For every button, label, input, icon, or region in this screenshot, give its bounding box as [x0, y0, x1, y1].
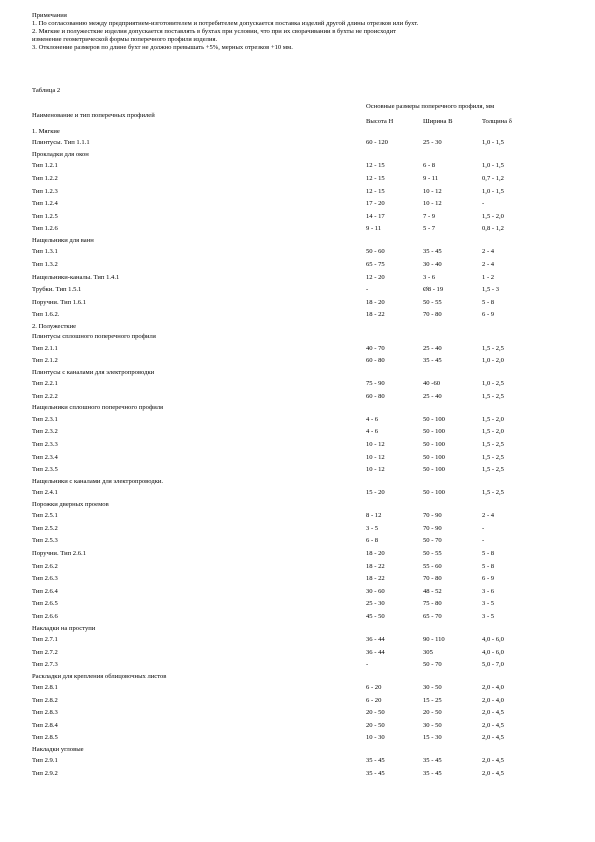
thickness-cell: 1,0 - 1,5: [482, 187, 504, 195]
row-name-cell: Тип 1.6.2.: [32, 311, 60, 319]
width-cell: 65 - 70: [423, 612, 442, 620]
height-cell: 12 - 15: [366, 162, 385, 170]
width-cell: 70 - 80: [423, 575, 442, 583]
table-row: [32, 378, 572, 391]
width-cell: 25 - 30: [423, 139, 442, 147]
height-cell: 20 - 50: [366, 721, 385, 729]
row-name-cell: Поручни. Тип 2.6.1: [32, 549, 86, 557]
row-name-cell: Тип 2.3.4: [32, 453, 58, 461]
table-row: [32, 634, 572, 647]
height-cell: 50 - 60: [366, 248, 385, 256]
thickness-cell: 0,7 - 1,2: [482, 174, 504, 182]
row-name-cell: Тип 2.6.5: [32, 600, 58, 608]
height-cell: 18 - 22: [366, 311, 385, 319]
row-name-cell: Тип 2.6.4: [32, 587, 58, 595]
section-heading-row: [32, 403, 572, 413]
height-cell: 12 - 20: [366, 273, 385, 281]
section-heading-row: [32, 745, 572, 755]
height-cell: 36 - 44: [366, 648, 385, 656]
thickness-cell: 1,0 - 2,5: [482, 380, 504, 388]
height-cell: 20 - 50: [366, 709, 385, 717]
thickness-cell: 4,0 - 6,0: [482, 648, 504, 656]
width-cell: 50 - 100: [423, 466, 445, 474]
height-cell: 60 - 120: [366, 139, 388, 147]
width-cell: 20 - 50: [423, 709, 442, 717]
section-heading-row: [32, 322, 572, 332]
height-cell: 10 - 12: [366, 453, 385, 461]
table-row: [32, 211, 572, 224]
table-row: [32, 573, 572, 586]
row-name-cell: Тип 2.7.1: [32, 635, 58, 643]
width-cell: 50 - 70: [423, 537, 442, 545]
table-row: [32, 523, 572, 536]
width-cell: 305: [423, 648, 433, 656]
thickness-cell: 6 - 9: [482, 311, 495, 319]
width-cell: 9 - 11: [423, 174, 439, 182]
note-line: 3. Отклонение размеров по длине бухт не должно превышать +5%, мерных отрезков +10 мм.: [32, 44, 293, 51]
table-row: [32, 598, 572, 611]
row-name-cell: Накладки угловые: [32, 746, 84, 754]
height-cell: 10 - 12: [366, 466, 385, 474]
row-name-cell: Тип 2.1.1: [32, 344, 58, 352]
table-row: [32, 464, 572, 477]
section-heading-row: [32, 624, 572, 634]
width-cell: 48 - 52: [423, 587, 442, 595]
header-height: Высота Н: [366, 118, 394, 125]
header-main-dimensions: Основные размеры поперечного профиля, мм: [366, 103, 495, 110]
section-heading-row: [32, 672, 572, 682]
width-cell: 25 - 40: [423, 344, 442, 352]
thickness-cell: 3 - 6: [482, 587, 495, 595]
row-name-cell: Тип 2.3.1: [32, 415, 58, 423]
thickness-cell: 1,5 - 2,5: [482, 344, 504, 352]
thickness-cell: 2,0 - 4,5: [482, 721, 504, 729]
width-cell: 50 - 100: [423, 428, 445, 436]
table-row: [32, 284, 572, 297]
notes-title: Примечания: [32, 12, 67, 19]
table-row: [32, 186, 572, 199]
table-row: [32, 755, 572, 768]
thickness-cell: 1,0 - 1,5: [482, 139, 504, 147]
note-line: изменение геометрической формы поперечного профиля изделия.: [32, 36, 218, 43]
row-name-cell: Тип 1.2.6: [32, 225, 58, 233]
width-cell: 30 - 50: [423, 721, 442, 729]
row-name-cell: Тип 2.6.2: [32, 562, 58, 570]
height-cell: 36 - 44: [366, 635, 385, 643]
section-heading-row: [32, 477, 572, 487]
height-cell: 60 - 80: [366, 392, 385, 400]
width-cell: 50 - 100: [423, 453, 445, 461]
width-cell: 30 - 50: [423, 684, 442, 692]
height-cell: 8 - 12: [366, 512, 382, 520]
section-heading-row: [32, 150, 572, 160]
height-cell: 14 - 17: [366, 212, 385, 220]
thickness-cell: 2 - 4: [482, 512, 495, 520]
thickness-cell: 6 - 9: [482, 575, 495, 583]
thickness-cell: 3 - 5: [482, 612, 495, 620]
thickness-cell: 2,0 - 4,5: [482, 770, 504, 778]
row-name-cell: Тип 2.3.2: [32, 428, 58, 436]
width-cell: 5 - 7: [423, 225, 436, 233]
row-name-cell: Тип 2.4.1: [32, 489, 58, 497]
width-cell: 25 - 40: [423, 392, 442, 400]
table-row: [32, 535, 572, 548]
row-name-cell: Тип 2.6.6: [32, 612, 58, 620]
thickness-cell: 2,0 - 4,5: [482, 757, 504, 765]
row-name-cell: Поручни. Тип 1.6.1: [32, 298, 86, 306]
row-name-cell: Тип 1.2.3: [32, 187, 58, 195]
table-row: [32, 173, 572, 186]
height-cell: -: [366, 661, 369, 669]
width-cell: 30 - 40: [423, 260, 442, 268]
thickness-cell: 1,5 - 2,0: [482, 212, 504, 220]
height-cell: 12 - 15: [366, 174, 385, 182]
table-row: [32, 707, 572, 720]
table-row: [32, 309, 572, 322]
table-row: [32, 343, 572, 356]
height-cell: 3 - 5: [366, 524, 379, 532]
row-name-cell: Тип 2.9.1: [32, 757, 58, 765]
row-name-cell: Плинтусы с каналами для электропроводки: [32, 368, 155, 376]
table-row: [32, 586, 572, 599]
height-cell: 30 - 60: [366, 587, 385, 595]
width-cell: 35 - 45: [423, 757, 442, 765]
row-name-cell: Плинтусы сплошного поперечного профиля: [32, 333, 156, 341]
thickness-cell: 1,5 - 2,5: [482, 453, 504, 461]
height-cell: 6 - 20: [366, 684, 382, 692]
thickness-cell: 1,0 - 2,0: [482, 357, 504, 365]
width-cell: Ø8 - 19: [423, 286, 444, 294]
row-name-cell: Тип 2.8.1: [32, 684, 58, 692]
row-name-cell: Тип 1.2.2: [32, 174, 58, 182]
row-name-cell: Тип 2.5.1: [32, 512, 58, 520]
thickness-cell: 5 - 8: [482, 298, 495, 306]
row-name-cell: Тип 2.6.3: [32, 575, 58, 583]
height-cell: 4 - 6: [366, 415, 379, 423]
width-cell: 10 - 12: [423, 200, 442, 208]
width-cell: 70 - 90: [423, 524, 442, 532]
width-cell: 50 - 55: [423, 549, 442, 557]
table-row: [32, 659, 572, 672]
width-cell: 35 - 45: [423, 770, 442, 778]
row-name-cell: 1. Мягкие: [32, 128, 60, 135]
header-name: Наименование и тип поперечных профилей: [32, 112, 155, 119]
row-name-cell: Нащельники с каналами для электропроводки.: [32, 477, 164, 485]
table-row: [32, 452, 572, 465]
table-row: [32, 355, 572, 368]
table-row: [32, 732, 572, 745]
width-cell: 55 - 60: [423, 562, 442, 570]
height-cell: 35 - 45: [366, 757, 385, 765]
width-cell: 50 - 55: [423, 298, 442, 306]
width-cell: 35 - 45: [423, 248, 442, 256]
table-row: [32, 246, 572, 259]
height-cell: 18 - 20: [366, 549, 385, 557]
height-cell: 25 - 30: [366, 600, 385, 608]
thickness-cell: 1,5 - 2,5: [482, 441, 504, 449]
row-name-cell: Раскладки для крепления облицовочных листов: [32, 672, 167, 680]
row-name-cell: Тип 2.9.2: [32, 770, 58, 778]
height-cell: 45 - 50: [366, 612, 385, 620]
row-name-cell: Тип 2.5.2: [32, 524, 58, 532]
thickness-cell: 2,0 - 4,5: [482, 734, 504, 742]
row-name-cell: Тип 2.2.2: [32, 392, 58, 400]
table-row: [32, 682, 572, 695]
row-name-cell: Тип 2.2.1: [32, 380, 58, 388]
table-row: [32, 487, 572, 500]
height-cell: 18 - 22: [366, 575, 385, 583]
thickness-cell: 0,8 - 1,2: [482, 225, 504, 233]
thickness-cell: 2,0 - 4,5: [482, 709, 504, 717]
note-line: 2. Мягкие и полужесткие изделия допускается поставлять в бухтах при условии, что при их сворачивании в бухты не происходит: [32, 28, 397, 35]
row-name-cell: Тип 2.8.5: [32, 734, 58, 742]
thickness-cell: 1,5 - 2,5: [482, 466, 504, 474]
table-row: [32, 548, 572, 561]
width-cell: 70 - 90: [423, 512, 442, 520]
width-cell: 35 - 45: [423, 357, 442, 365]
height-cell: 18 - 20: [366, 298, 385, 306]
height-cell: 10 - 12: [366, 441, 385, 449]
table-row: [32, 695, 572, 708]
thickness-cell: 1,5 - 3: [482, 286, 500, 294]
width-cell: 90 - 110: [423, 635, 445, 643]
height-cell: 60 - 80: [366, 357, 385, 365]
row-name-cell: Тип 1.2.4: [32, 200, 58, 208]
height-cell: 10 - 30: [366, 734, 385, 742]
row-name-cell: Порожки дверных проемов: [32, 500, 109, 508]
section-heading-row: [32, 127, 572, 137]
row-name-cell: Тип 2.7.3: [32, 661, 58, 669]
thickness-cell: 1,5 - 2,0: [482, 428, 504, 436]
table-row: [32, 647, 572, 660]
row-name-cell: Нащельники для ванн: [32, 236, 94, 244]
width-cell: 40 -60: [423, 380, 441, 388]
table-row: [32, 272, 572, 285]
height-cell: 12 - 15: [366, 187, 385, 195]
row-name-cell: Нащельники сплошного поперечного профиля: [32, 404, 164, 412]
thickness-cell: 5,0 - 7,0: [482, 661, 504, 669]
width-cell: 6 - 8: [423, 162, 436, 170]
table-row: [32, 720, 572, 733]
section-heading-row: [32, 368, 572, 378]
width-cell: 50 - 100: [423, 441, 445, 449]
width-cell: 15 - 30: [423, 734, 442, 742]
thickness-cell: 3 - 5: [482, 600, 495, 608]
row-name-cell: Тип 2.8.4: [32, 721, 58, 729]
table-row: [32, 160, 572, 173]
height-cell: 9 - 11: [366, 225, 382, 233]
height-cell: 75 - 90: [366, 380, 385, 388]
header-width: Ширина В: [423, 118, 453, 125]
row-name-cell: Нащельники-каналы. Тип 1.4.1: [32, 273, 120, 281]
header-thickness: Толщина δ: [482, 118, 512, 125]
height-cell: 4 - 6: [366, 428, 379, 436]
height-cell: 18 - 22: [366, 562, 385, 570]
thickness-cell: 2,0 - 4,0: [482, 684, 504, 692]
table-row: [32, 391, 572, 404]
row-name-cell: Трубки. Тип 1.5.1: [32, 286, 82, 294]
row-name-cell: Тип 2.1.2: [32, 357, 58, 365]
height-cell: 35 - 45: [366, 770, 385, 778]
thickness-cell: -: [482, 200, 485, 208]
section-heading-row: [32, 332, 572, 342]
table-row: [32, 297, 572, 310]
thickness-cell: 2,0 - 4,0: [482, 696, 504, 704]
table-title: Таблица 2: [32, 87, 61, 94]
thickness-cell: 1,5 - 2,0: [482, 415, 504, 423]
table-row: [32, 223, 572, 236]
table-row: [32, 414, 572, 427]
thickness-cell: 1 - 2: [482, 273, 495, 281]
notes-block: [32, 12, 572, 52]
table-row: [32, 137, 572, 150]
thickness-cell: 2 - 4: [482, 248, 495, 256]
width-cell: 15 - 25: [423, 696, 442, 704]
row-name-cell: 2. Полужесткие: [32, 322, 77, 330]
width-cell: 7 - 9: [423, 212, 436, 220]
height-cell: 6 - 20: [366, 696, 382, 704]
height-cell: 15 - 20: [366, 489, 385, 497]
row-name-cell: Тип 1.3.2: [32, 260, 58, 268]
width-cell: 50 - 100: [423, 415, 445, 423]
row-name-cell: Тип 1.3.1: [32, 248, 58, 256]
width-cell: 50 - 100: [423, 489, 445, 497]
thickness-cell: -: [482, 537, 485, 545]
row-name-cell: Плинтусы. Тип 1.1.1: [32, 139, 90, 147]
width-cell: 10 - 12: [423, 187, 442, 195]
table-body: [32, 127, 572, 781]
section-heading-row: [32, 500, 572, 510]
row-name-cell: Тип 2.8.2: [32, 696, 58, 704]
row-name-cell: Накладки на проступи: [32, 624, 96, 632]
table-row: [32, 426, 572, 439]
thickness-cell: 5 - 8: [482, 549, 495, 557]
row-name-cell: Тип 1.2.1: [32, 162, 58, 170]
thickness-cell: 5 - 8: [482, 562, 495, 570]
height-cell: -: [366, 286, 369, 294]
row-name-cell: Прокладки для окон: [32, 150, 89, 158]
row-name-cell: Тип 2.3.3: [32, 441, 58, 449]
thickness-cell: 1,5 - 2,5: [482, 489, 504, 497]
table-row: [32, 198, 572, 211]
table-row: [32, 439, 572, 452]
width-cell: 75 - 80: [423, 600, 442, 608]
thickness-cell: 4,0 - 6,0: [482, 635, 504, 643]
height-cell: 40 - 70: [366, 344, 385, 352]
table-row: [32, 768, 572, 781]
row-name-cell: Тип 2.8.3: [32, 709, 58, 717]
thickness-cell: 1,0 - 1,5: [482, 162, 504, 170]
width-cell: 3 - 6: [423, 273, 436, 281]
thickness-cell: 2 - 4: [482, 260, 495, 268]
row-name-cell: Тип 2.3.5: [32, 466, 58, 474]
row-name-cell: Тип 2.7.2: [32, 648, 58, 656]
table-row: [32, 259, 572, 272]
thickness-cell: 1,5 - 2,5: [482, 392, 504, 400]
width-cell: 50 - 70: [423, 661, 442, 669]
height-cell: 6 - 8: [366, 537, 379, 545]
thickness-cell: -: [482, 524, 485, 532]
width-cell: 70 - 80: [423, 311, 442, 319]
table-row: [32, 561, 572, 574]
table-row: [32, 510, 572, 523]
section-heading-row: [32, 236, 572, 246]
note-line: 1. По согласованию между предприятием-изготовителем и потребителем допускается поставка изделий другой длины отрезков или бухт.: [32, 20, 419, 27]
height-cell: 17 - 20: [366, 200, 385, 208]
row-name-cell: Тип 1.2.5: [32, 212, 58, 220]
table-row: [32, 611, 572, 624]
row-name-cell: Тип 2.5.3: [32, 537, 58, 545]
height-cell: 65 - 75: [366, 260, 385, 268]
